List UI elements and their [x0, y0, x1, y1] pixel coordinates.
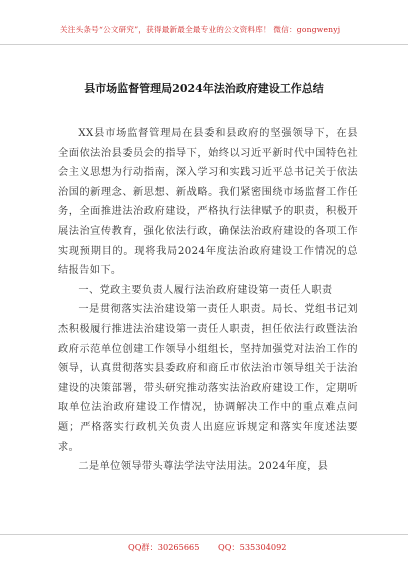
header-ad-text: 关注头条号“公文研究”，获得最新最全最专业的公文资料库！ 微信：gongwenyj — [60, 25, 341, 34]
document-title: 县市场监督管理局2024年法治政府建设工作总结 — [84, 82, 324, 95]
footer-qq-group: QQ群：30265665 — [128, 542, 200, 552]
footer-qq-contact: QQ：535304092 — [218, 542, 287, 552]
header-ad-banner — [0, 0, 408, 45]
paragraph-point-1: 一是贯彻落实法治建设第一责任人职责。局长、党组书记刘杰积极履行推进法治建设第一责任人职责，担任依法行政暨法治政府示范单位创建工作领导小组组长，坚持加强党对法治工作的领导，认真贯彻落实县委政府和商丘市依法治市领导组关于法治建设的决策部署，带头研究推动落实法治政府建设工作，定期听取单位法治政府建设工作情况，协调解决工作中的重点难点问题；严格落实行政机关负责人出庭应诉规定和落实年度述法要求。 — [58, 304, 358, 453]
document-body — [58, 124, 358, 477]
section-heading-1: 一、党政主要负责人履行法治政府建设第一责任人职责 — [78, 284, 333, 296]
paragraph-intro: XX县市场监督管理局在县委和县政府的坚强领导下，在县全面依法治县委员会的指导下，始终以习近平新时代中国特色社会主义思想为行动指南，深入学习和实践习近平总书记关于依法治国的新理念、新思想、新战略。我们紧密围绕市场监督工作任务，全面推进法治政府建设，严格执行法律赋予的职责，积极开展法治宣传教育，强化依法行政，确保法治政府建设的各项工作实现预期目的。现将我局2024年度法治政府建设工作情况的总结报告如下。 — [58, 128, 358, 277]
footer-ad-banner — [0, 534, 408, 581]
paragraph-point-2: 二是单位领导带头尊法学法守法用法。2024年度，县 — [78, 461, 329, 473]
